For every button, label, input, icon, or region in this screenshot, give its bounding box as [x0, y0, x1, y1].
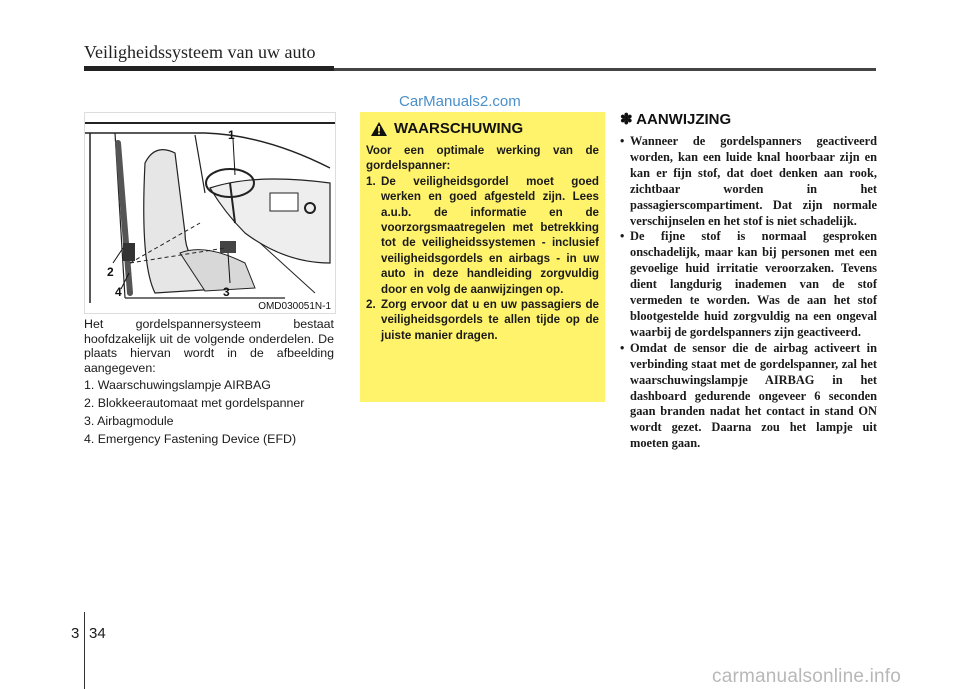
warning-item-number: 1. — [366, 174, 376, 188]
watermark-top: CarManuals2.com — [399, 93, 521, 110]
warning-item-number: 2. — [366, 298, 376, 312]
list-item: 2. Blokkeerautomaat met gordelspanner — [84, 396, 305, 410]
warning-triangle-icon — [370, 121, 388, 137]
intro-paragraph: Het gordelspannersysteem bestaat hoofdzakelijk uit de volgende onderdelen. De plaats hiervan wordt in de afbeelding aangegeven: — [84, 317, 334, 375]
callout-2: 2 — [107, 265, 114, 279]
warning-item — [366, 174, 599, 297]
note-list — [620, 134, 877, 452]
footer-divider — [84, 612, 85, 689]
callout-4: 4 — [115, 285, 122, 299]
section-title: Veiligheidssysteem van uw auto — [84, 42, 316, 62]
note-item — [620, 229, 877, 340]
figure-code: OMD030051N-1 — [258, 301, 331, 312]
page-number: 34 — [89, 625, 106, 642]
callout-3: 3 — [223, 285, 230, 299]
header-rule-accent — [84, 66, 334, 71]
warning-header — [370, 120, 599, 137]
bullet-icon: • — [620, 134, 625, 148]
component-list — [84, 376, 344, 448]
warning-list — [366, 174, 599, 343]
warning-item — [366, 297, 599, 343]
warning-item-text: De veiligheidsgordel moet goed werken en goed afgesteld zijn. Lees a.u.b. de informatie en de voorzorgsmaatregelen met betrekking tot de veiligheidssystemen - inclusief veiligheidsgordels en airbags - in uw auto in deze handleiding zorgvuldig door en volg de aanwijzingen op. — [381, 174, 599, 296]
note-item — [620, 341, 877, 452]
warning-title: WAARSCHUWING — [394, 120, 524, 137]
list-item: 4. Emergency Fastening Device (EFD) — [84, 432, 297, 446]
airbag-diagram — [84, 112, 336, 314]
warning-intro: Voor een optimale werking van de gordelspanner: — [366, 144, 599, 173]
note-item-text: Wanneer de gordelspanners geactiveerd worden, kan een luide knal hoorbaar zijn en kan er fijn stof, dat doet denken aan rook, zichtbaar worden in het passagierscompartiment. Dat zijn normale verschijnselen en het stof is niet schadelijk. — [630, 134, 877, 228]
note-title: ✽ AANWIJZING — [620, 111, 732, 128]
note-item-text: Omdat de sensor die de airbag activeert in verbinding staat met de gordelspanner, zal het waarschuwingslampje AIRBAG in het dashboard gedurende ongeveer 6 seconden gaan branden nadat het contact in stand ON wordt gezet. Daarna zou het lampje uit moeten gaan. — [630, 340, 877, 451]
bullet-icon: • — [620, 340, 625, 355]
warning-item-text: Zorg ervoor dat u en uw passagiers de veiligheidsgordels te allen tijde op de juiste manier dragen. — [381, 298, 599, 342]
chapter-number: 3 — [71, 625, 80, 642]
car-interior-illustration — [85, 113, 335, 313]
bullet-icon: • — [620, 229, 625, 244]
note-item — [620, 134, 877, 229]
note-item-text: De fijne stof is normaal gesproken onschadelijk, maar kan bij personen met een gevoelige huid irritatie veroorzaken. Tevens dient langdurig inademen van de stof vermeden te worden. Was de aan het stof blootgestelde huid zorgvuldig na een ongeval waarbij de gordelspanners zijn geactiveerd. — [630, 229, 877, 339]
callout-1: 1 — [228, 128, 235, 142]
list-item: 3. Airbagmodule — [84, 414, 174, 428]
watermark-footer: carmanualsonline.info — [712, 666, 902, 687]
list-item: 1. Waarschuwingslampje AIRBAG — [84, 378, 271, 392]
warning-box — [360, 112, 605, 402]
